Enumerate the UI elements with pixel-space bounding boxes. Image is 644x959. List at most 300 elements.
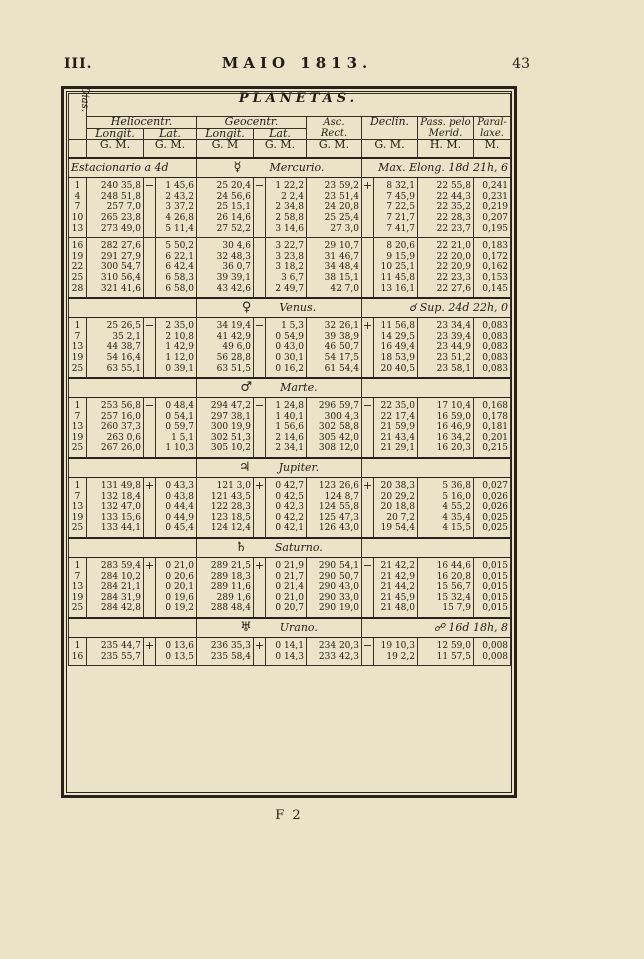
geo-longitude-cell-value: 236 35,3 [210, 641, 251, 651]
parallax-cell [474, 478, 511, 538]
meridian-passage-cell-value: 12 59,0 [436, 641, 471, 651]
helio-latitude-cell [156, 238, 197, 298]
geo-latitude-cell-value: 0 21,7 [275, 571, 304, 582]
right-ascension-cell-value: 290 43,0 [318, 582, 359, 593]
helio-latitude-cell-value: 1 10,3 [165, 443, 194, 454]
planet-symbol-icon: ♀ [241, 299, 252, 315]
geo-longitude-cell-value: 288 48,4 [210, 603, 251, 614]
parallax-cell-value: 0,027 [482, 481, 509, 492]
section-note-right: ☌ Sup. 24d 22h, 0 [362, 298, 511, 318]
geo-lat-sign: − [254, 318, 266, 378]
helio-longitude-cell-value: 291 27,9 [100, 251, 141, 262]
day-cell-value: 13 [71, 223, 84, 234]
geo-latitude-cell-value: 0 54,9 [275, 331, 304, 342]
parallax-cell-value: 0,025 [482, 512, 509, 523]
parallax-cell-value: 0,015 [482, 561, 509, 572]
parallax-cell-value: 0,083 [482, 342, 509, 353]
geo-latitude-cell-value: 0 43,0 [275, 342, 304, 353]
parallax-cell [474, 398, 511, 458]
helio-longitude-cell [87, 638, 144, 666]
day-cell-value: 25 [71, 272, 84, 283]
helio-latitude-cell-value: 4 26,8 [165, 212, 194, 223]
declination-sign [362, 238, 374, 298]
helio-latitude-cell-value: 0 19,6 [165, 592, 194, 603]
declination-sign: − [362, 558, 374, 618]
declination-cell-value: 20 7,2 [386, 512, 415, 523]
col-header-declination: Declin. [362, 117, 418, 140]
right-ascension-cell-value: 290 54,1 [318, 561, 359, 572]
meridian-passage-cell-value: 4 35,4 [442, 512, 471, 523]
helio-longitude-cell-value: 267 26,0 [100, 443, 141, 454]
helio-longitude-cell-value: 35 2,1 [112, 331, 141, 342]
geo-longitude-cell-value: 123 18,5 [210, 512, 251, 523]
helio-latitude-cell-value: 6 42,4 [165, 262, 194, 273]
declination-cell-value: 20 29,2 [380, 491, 415, 502]
helio-longitude-cell-value: 321 41,6 [100, 283, 141, 294]
declination-cell-value: 7 45,9 [386, 191, 415, 202]
day-cell-value: 13 [71, 582, 84, 593]
day-cell-value: 7 [74, 202, 81, 213]
helio-latitude-cell-value: 1 12,0 [165, 352, 194, 363]
right-ascension-cell [307, 558, 362, 618]
helio-latitude-cell-value: 0 43,3 [165, 481, 194, 492]
right-ascension-cell-value: 54 17,5 [324, 352, 359, 363]
col-header-heliocentric: Heliocentr. [87, 117, 197, 129]
helio-longitude-cell-value: 133 44,1 [100, 523, 141, 534]
helio-longitude-cell-value: 257 16,0 [100, 411, 141, 422]
declination-cell-value: 21 48,0 [380, 603, 415, 614]
helio-longitude-cell-value: 284 42,8 [100, 603, 141, 614]
table-row [69, 558, 511, 618]
parallax-cell-value: 0,015 [482, 582, 509, 593]
right-ascension-cell [307, 398, 362, 458]
right-ascension-cell [307, 478, 362, 538]
helio-latitude-cell-value: 1 5,1 [171, 432, 194, 443]
declination-cell-value: 21 29,1 [380, 443, 415, 454]
table-row [69, 238, 511, 298]
page-number: 43 [512, 56, 530, 72]
geo-longitude-cell-value: 26 14,6 [216, 212, 251, 223]
geo-latitude-cell-value: 1 22,2 [275, 181, 304, 192]
parallax-cell [474, 638, 511, 666]
right-ascension-cell-value: 23 51,4 [324, 191, 359, 202]
day-cell-value: 16 [71, 651, 84, 662]
helio-longitude-cell [87, 238, 144, 298]
declination-cell-value: 16 49,4 [380, 342, 415, 353]
declination-cell-value: 21 43,4 [380, 432, 415, 443]
day-cell-value: 16 [71, 241, 84, 252]
helio-latitude-cell-value: 0 19,2 [165, 603, 194, 614]
geo-longitude-cell-value: 294 47,2 [210, 401, 251, 412]
helio-lat-sign: + [144, 478, 156, 538]
declination-cell-value: 19 2,2 [386, 651, 415, 662]
right-ascension-cell [307, 318, 362, 378]
declination-cell [374, 478, 418, 538]
meridian-passage-cell-value: 11 57,5 [436, 651, 471, 662]
parallax-cell-value: 0,083 [482, 363, 509, 374]
day-cell [69, 238, 87, 298]
table-title: PLANETAS. [87, 94, 511, 117]
geo-longitude-cell [197, 638, 254, 666]
right-ascension-cell-value: 29 10,7 [324, 241, 359, 252]
right-ascension-cell-value: 124 8,7 [324, 491, 359, 502]
unit-label: G. M. [254, 140, 307, 159]
unit-label: H. M. [418, 140, 474, 159]
col-header-helio-latitude: Lat. [144, 128, 197, 140]
geo-latitude-cell-value: 2 58,8 [275, 212, 304, 223]
right-ascension-cell-value: 31 46,7 [324, 251, 359, 262]
geo-latitude-cell-value: 0 42,7 [275, 481, 304, 492]
parallax-cell-value: 0,215 [482, 443, 509, 454]
helio-latitude-cell-value: 5 50,2 [165, 241, 194, 252]
signature-mark: F 2 [275, 808, 303, 823]
helio-lat-sign [144, 238, 156, 298]
planet-section-header [69, 378, 511, 398]
geo-longitude-cell-value: 289 11,6 [210, 582, 251, 593]
parallax-cell-value: 0,207 [482, 212, 509, 223]
geo-latitude-cell [266, 638, 307, 666]
helio-latitude-cell-value: 0 39,1 [165, 363, 194, 374]
table-row [69, 398, 511, 458]
geo-longitude-cell [197, 478, 254, 538]
day-cell-value: 1 [74, 641, 81, 651]
geo-longitude-cell-value: 25 20,4 [216, 181, 251, 192]
day-cell-value: 28 [71, 283, 84, 294]
helio-longitude-cell [87, 478, 144, 538]
day-cell-value: 25 [71, 363, 84, 374]
right-ascension-cell-value: 290 33,0 [318, 592, 359, 603]
right-ascension-cell-value: 42 7,0 [330, 283, 359, 294]
geo-longitude-cell [197, 318, 254, 378]
helio-longitude-cell-value: 132 18,4 [100, 491, 141, 502]
day-cell-value: 25 [71, 523, 84, 534]
planet-section-header [69, 458, 511, 478]
day-cell-value: 1 [74, 561, 81, 572]
col-header-geocentric: Geocentr. [197, 117, 307, 129]
helio-latitude-cell-value: 6 58,3 [165, 272, 194, 283]
meridian-passage-cell-value: 15 7,9 [442, 603, 471, 614]
helio-latitude-cell-value: 2 43,2 [165, 191, 194, 202]
helio-latitude-cell-value: 0 13,6 [165, 641, 194, 651]
meridian-passage-cell-value: 22 20,9 [436, 262, 471, 273]
meridian-passage-cell [418, 178, 474, 238]
helio-lat-sign: − [144, 318, 156, 378]
declination-cell-value: 18 53,9 [380, 352, 415, 363]
meridian-passage-cell-value: 16 46,9 [436, 422, 471, 433]
meridian-passage-cell-value: 23 39,4 [436, 331, 471, 342]
geo-latitude-cell [266, 318, 307, 378]
geo-longitude-cell [197, 398, 254, 458]
helio-longitude-cell-value: 284 21,1 [100, 582, 141, 593]
declination-cell-value: 20 38,3 [380, 481, 415, 492]
planet-section-header [69, 158, 511, 178]
geo-latitude-cell-value: 3 6,7 [281, 272, 304, 283]
planet-name-label: Venus. [279, 300, 317, 314]
declination-sign: + [362, 178, 374, 238]
parallax-cell-value: 0,162 [482, 262, 509, 273]
meridian-passage-cell [418, 238, 474, 298]
table-row [69, 478, 511, 538]
meridian-passage-cell-value: 15 56,7 [436, 582, 471, 593]
declination-cell-value: 19 10,3 [380, 641, 415, 651]
day-cell-value: 25 [71, 603, 84, 614]
geo-longitude-cell-value: 43 42,6 [216, 283, 251, 294]
geo-longitude-cell-value: 122 28,3 [210, 502, 251, 513]
day-cell-value: 1 [74, 481, 81, 492]
helio-longitude-cell-value: 248 51,8 [100, 191, 141, 202]
helio-latitude-cell-value: 0 44,9 [165, 512, 194, 523]
geo-latitude-cell-value: 0 16,2 [275, 363, 304, 374]
geo-latitude-cell-value: 0 21,4 [275, 582, 304, 593]
right-ascension-cell-value: 233 42,3 [318, 651, 359, 662]
parallax-cell-value: 0,178 [482, 411, 509, 422]
parallax-cell [474, 558, 511, 618]
planet-symbol-icon: ♅ [240, 619, 252, 635]
helio-latitude-cell-value: 2 35,0 [165, 321, 194, 332]
parallax-cell-value: 0,231 [482, 191, 509, 202]
parallax-cell-value: 0,025 [482, 523, 509, 534]
meridian-passage-cell-value: 16 20,3 [436, 443, 471, 454]
helio-latitude-cell-value: 6 58,0 [165, 283, 194, 294]
declination-cell-value: 10 25,1 [380, 262, 415, 273]
geo-latitude-cell [266, 558, 307, 618]
helio-latitude-cell [156, 638, 197, 666]
day-cell-value: 19 [71, 592, 84, 603]
declination-cell-value: 7 22,5 [386, 202, 415, 213]
unit-label: G. M. [87, 140, 144, 159]
right-ascension-cell-value: 24 20,8 [324, 202, 359, 213]
geo-longitude-cell-value: 32 48,3 [216, 251, 251, 262]
helio-latitude-cell [156, 398, 197, 458]
geo-longitude-cell-value: 49 6,0 [222, 342, 251, 353]
geo-latitude-cell-value: 0 14,1 [275, 641, 304, 651]
helio-longitude-cell [87, 178, 144, 238]
table-row [69, 178, 511, 238]
helio-longitude-cell-value: 25 26,5 [106, 321, 141, 332]
declination-cell [374, 178, 418, 238]
declination-cell-value: 21 59,9 [380, 422, 415, 433]
right-ascension-cell [307, 238, 362, 298]
geo-longitude-cell [197, 558, 254, 618]
meridian-passage-cell [418, 478, 474, 538]
planet-name [197, 158, 362, 178]
helio-longitude-cell-value: 54 16,4 [106, 352, 141, 363]
geo-latitude-cell-value: 3 22,7 [275, 241, 304, 252]
right-ascension-cell-value: 296 59,7 [318, 401, 359, 412]
planet-name [197, 538, 362, 558]
declination-cell-value: 21 45,9 [380, 592, 415, 603]
unit-label: M. [474, 140, 511, 159]
parallax-cell [474, 238, 511, 298]
right-ascension-cell-value: 34 48,4 [324, 262, 359, 273]
declination-sign: − [362, 398, 374, 458]
parallax-cell-value: 0,181 [482, 422, 509, 433]
helio-lat-sign: − [144, 398, 156, 458]
helio-latitude-cell-value: 5 11,4 [165, 223, 194, 234]
section-note-left: Estacionario a 4d [69, 158, 197, 178]
col-header-asc-rect: Asc. Rect. [307, 117, 362, 140]
col-header-geo-latitude: Lat. [254, 128, 307, 140]
geo-longitude-cell-value: 36 0,7 [222, 262, 251, 273]
helio-longitude-cell-value: 240 35,8 [100, 181, 141, 192]
meridian-passage-cell-value: 22 23,3 [436, 272, 471, 283]
declination-sign: + [362, 318, 374, 378]
planet-section-header [69, 538, 511, 558]
declination-sign: + [362, 478, 374, 538]
helio-longitude-cell-value: 282 27,6 [100, 241, 141, 252]
helio-longitude-cell-value: 310 56,4 [100, 272, 141, 283]
geo-lat-sign [254, 238, 266, 298]
section-note-right [362, 458, 511, 478]
planet-name [197, 458, 362, 478]
helio-longitude-cell-value: 235 44,7 [100, 641, 141, 651]
day-cell [69, 478, 87, 538]
helio-latitude-cell-value: 0 13,5 [165, 651, 194, 662]
day-cell-value: 13 [71, 422, 84, 433]
parallax-cell-value: 0,241 [482, 181, 509, 192]
parallax-cell-value: 0,015 [482, 571, 509, 582]
helio-latitude-cell-value: 0 59,7 [165, 422, 194, 433]
right-ascension-cell-value: 124 55,8 [318, 502, 359, 513]
meridian-passage-cell-value: 22 27,6 [436, 283, 471, 294]
day-cell-value: 13 [71, 342, 84, 353]
day-cell-value: 13 [71, 502, 84, 513]
declination-cell-value: 8 32,1 [386, 181, 415, 192]
geo-longitude-cell-value: 300 19,9 [210, 422, 251, 433]
declination-cell-value: 7 21,7 [386, 212, 415, 223]
geo-latitude-cell-value: 0 20,7 [275, 603, 304, 614]
day-cell-value: 7 [74, 571, 81, 582]
helio-longitude-cell-value: 257 7,0 [106, 202, 141, 213]
planet-name [197, 378, 362, 398]
geo-longitude-cell-value: 235 58,4 [210, 651, 251, 662]
helio-longitude-cell [87, 318, 144, 378]
planet-symbol-icon: ☿ [233, 159, 242, 175]
day-cell-value: 4 [74, 191, 81, 202]
meridian-passage-cell-value: 22 21,0 [436, 241, 471, 252]
meridian-passage-cell-value: 15 32,4 [436, 592, 471, 603]
parallax-cell [474, 318, 511, 378]
geo-latitude-cell-value: 0 42,3 [275, 502, 304, 513]
declination-cell-value: 19 54,4 [380, 523, 415, 534]
geo-lat-sign: + [254, 638, 266, 666]
parallax-cell-value: 0,008 [482, 651, 509, 662]
geo-latitude-cell [266, 238, 307, 298]
unit-label: G. M [197, 140, 254, 159]
right-ascension-cell [307, 638, 362, 666]
geo-latitude-cell-value: 2 34,8 [275, 202, 304, 213]
declination-cell [374, 398, 418, 458]
geo-latitude-cell-value: 0 21,0 [275, 592, 304, 603]
meridian-passage-cell-value: 5 36,8 [442, 481, 471, 492]
col-header-meridian-passage: Pass. pelo Merid. [418, 117, 474, 140]
helio-longitude-cell [87, 558, 144, 618]
parallax-cell-value: 0,083 [482, 331, 509, 342]
geo-longitude-cell-value: 34 19,4 [216, 321, 251, 332]
declination-cell-value: 21 44,2 [380, 582, 415, 593]
declination-cell-value: 20 18,8 [380, 502, 415, 513]
geo-longitude-cell-value: 121 3,0 [216, 481, 251, 492]
geo-latitude-cell-value: 0 42,5 [275, 491, 304, 502]
section-note-left [69, 618, 197, 638]
planet-symbol-icon: ♃ [238, 459, 251, 475]
page-running-title: MAIO 1813. [221, 54, 373, 72]
planet-name-label: Urano. [279, 620, 318, 634]
right-ascension-cell-value: 39 38,9 [324, 331, 359, 342]
col-header-helio-longitude: Longit. [87, 128, 144, 140]
helio-longitude-cell-value: 283 59,4 [100, 561, 141, 572]
right-ascension-cell-value: 25 25,4 [324, 212, 359, 223]
geo-latitude-cell [266, 478, 307, 538]
helio-latitude-cell [156, 318, 197, 378]
geo-latitude-cell-value: 1 56,6 [275, 422, 304, 433]
geo-latitude-cell-value: 3 14,6 [275, 223, 304, 234]
helio-longitude-cell-value: 265 23,8 [100, 212, 141, 223]
meridian-passage-cell-value: 22 55,8 [436, 181, 471, 192]
planets-table [68, 86, 511, 666]
declination-cell-value: 11 56,8 [380, 321, 415, 332]
declination-cell [374, 238, 418, 298]
parallax-cell-value: 0,026 [482, 491, 509, 502]
helio-lat-sign: + [144, 558, 156, 618]
section-note-left [69, 298, 197, 318]
geo-longitude-cell-value: 297 38,1 [210, 411, 251, 422]
day-cell-value: 19 [71, 432, 84, 443]
helio-longitude-cell-value: 284 31,9 [100, 592, 141, 603]
day-cell-value: 22 [71, 262, 84, 273]
day-cell [69, 318, 87, 378]
helio-longitude-cell-value: 63 55,1 [106, 363, 141, 374]
meridian-passage-cell-value: 5 16,0 [442, 491, 471, 502]
planet-name-label: Mercurio. [269, 160, 325, 174]
meridian-passage-cell-value: 23 58,1 [436, 363, 471, 374]
helio-lat-sign: + [144, 638, 156, 666]
helio-longitude-cell-value: 235 55,7 [100, 651, 141, 662]
geo-latitude-cell-value: 3 18,2 [275, 262, 304, 273]
right-ascension-cell-value: 305 42,0 [318, 432, 359, 443]
helio-longitude-cell-value: 260 37,3 [100, 422, 141, 433]
geo-latitude-cell-value: 2 14,6 [275, 432, 304, 443]
right-ascension-cell-value: 126 43,0 [318, 523, 359, 534]
helio-longitude-cell-value: 132 47,0 [100, 502, 141, 513]
helio-latitude-cell [156, 558, 197, 618]
section-note-right: Max. Elong. 18d 21h, 6 [362, 158, 511, 178]
geo-latitude-cell [266, 178, 307, 238]
day-cell [69, 558, 87, 618]
helio-latitude-cell-value: 2 10,8 [165, 331, 194, 342]
parallax-cell-value: 0,145 [482, 283, 509, 294]
geo-longitude-cell-value: 289 18,3 [210, 571, 251, 582]
geo-latitude-cell-value: 0 42,1 [275, 523, 304, 534]
parallax-cell-value: 0,219 [482, 202, 509, 213]
geo-latitude-cell-value: 0 14,3 [275, 651, 304, 662]
right-ascension-cell [307, 178, 362, 238]
section-note-right: ☍ 16d 18h, 8 [362, 618, 511, 638]
page-section-number: III. [64, 56, 93, 72]
right-ascension-cell-value: 300 4,3 [324, 411, 359, 422]
units-row [69, 140, 511, 159]
parallax-cell-value: 0,153 [482, 272, 509, 283]
geo-latitude-cell [266, 398, 307, 458]
right-ascension-cell-value: 290 19,0 [318, 603, 359, 614]
planet-name [197, 618, 362, 638]
helio-longitude-cell-value: 253 56,8 [100, 401, 141, 412]
helio-latitude-cell-value: 0 45,4 [165, 523, 194, 534]
helio-longitude-cell-value: 263 0,6 [106, 432, 141, 443]
helio-latitude-cell [156, 478, 197, 538]
geo-latitude-cell-value: 1 40,1 [275, 411, 304, 422]
planet-section-header [69, 618, 511, 638]
